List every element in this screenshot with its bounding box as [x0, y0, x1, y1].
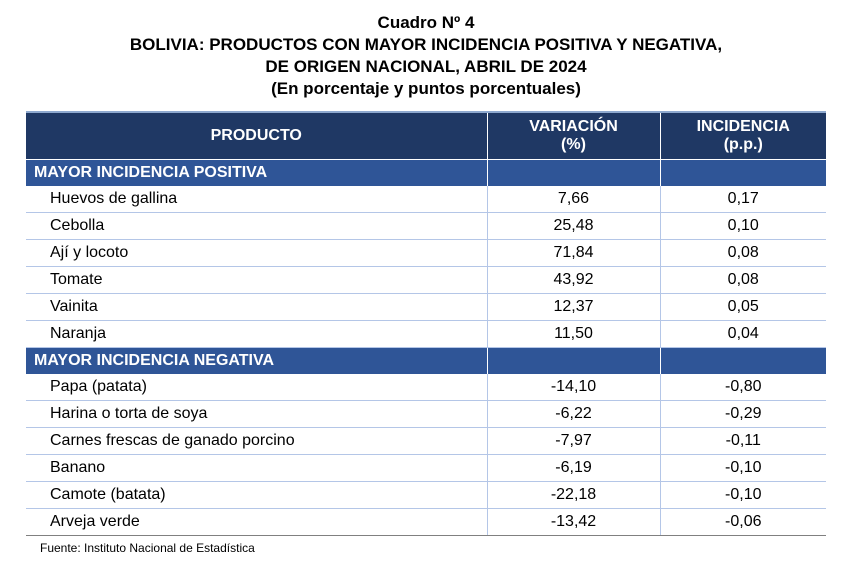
- product-cell: Carnes frescas de ganado porcino: [26, 428, 487, 455]
- product-cell: Banano: [26, 455, 487, 482]
- table-row: [26, 267, 826, 294]
- incidence-cell: -0,29: [660, 401, 826, 428]
- table-row: [26, 294, 826, 321]
- product-cell: Tomate: [26, 267, 487, 294]
- variation-cell: 71,84: [487, 240, 660, 267]
- section-spacer: [487, 160, 660, 187]
- product-cell: Arveja verde: [26, 509, 487, 536]
- table-row: [26, 321, 826, 348]
- table-row: [26, 509, 826, 536]
- column-header-variation-line2: (%): [561, 136, 586, 153]
- table-row: [26, 213, 826, 240]
- table-body: [26, 160, 826, 536]
- table-row: [26, 240, 826, 267]
- incidence-cell: -0,06: [660, 509, 826, 536]
- product-cell: Vainita: [26, 294, 487, 321]
- table-row: [26, 455, 826, 482]
- incidence-cell: 0,17: [660, 186, 826, 213]
- section-label-negative: MAYOR INCIDENCIA NEGATIVA: [26, 348, 487, 375]
- incidence-cell: 0,08: [660, 240, 826, 267]
- variation-cell: -14,10: [487, 374, 660, 401]
- incidence-cell: 0,05: [660, 294, 826, 321]
- section-spacer: [660, 348, 826, 375]
- incidence-cell: 0,08: [660, 267, 826, 294]
- product-cell: Cebolla: [26, 213, 487, 240]
- variation-cell: 11,50: [487, 321, 660, 348]
- product-cell: Ají y locoto: [26, 240, 487, 267]
- incidence-cell: -0,10: [660, 482, 826, 509]
- product-cell: Naranja: [26, 321, 487, 348]
- product-cell: Papa (patata): [26, 374, 487, 401]
- variation-cell: -13,42: [487, 509, 660, 536]
- table-title-line1: BOLIVIA: PRODUCTOS CON MAYOR INCIDENCIA POSITIVA Y NEGATIVA,: [129, 35, 723, 54]
- section-row-negative: [26, 348, 826, 375]
- table-titles: [0, 12, 852, 100]
- table-title-line2: DE ORIGEN NACIONAL, ABRIL DE 2024: [265, 57, 587, 76]
- column-header-variation-line1: VARIACIÓN: [529, 118, 618, 135]
- incidence-table: [26, 111, 826, 536]
- table-number: Cuadro Nº 4: [377, 13, 475, 32]
- variation-cell: 43,92: [487, 267, 660, 294]
- incidence-cell: -0,10: [660, 455, 826, 482]
- product-cell: Huevos de gallina: [26, 186, 487, 213]
- section-spacer: [487, 348, 660, 375]
- column-header-incidence: [660, 112, 826, 160]
- table-header: [26, 112, 826, 160]
- table-row: [26, 186, 826, 213]
- header-row: [26, 112, 826, 160]
- variation-cell: 25,48: [487, 213, 660, 240]
- table-row: [26, 428, 826, 455]
- table-row: [26, 374, 826, 401]
- variation-cell: 7,66: [487, 186, 660, 213]
- column-header-product-label: PRODUCTO: [210, 127, 302, 144]
- incidence-cell: -0,11: [660, 428, 826, 455]
- table-row: [26, 401, 826, 428]
- section-row-positive: [26, 160, 826, 187]
- variation-cell: -6,19: [487, 455, 660, 482]
- variation-cell: -22,18: [487, 482, 660, 509]
- variation-cell: 12,37: [487, 294, 660, 321]
- column-header-variation: [487, 112, 660, 160]
- section-spacer: [660, 160, 826, 187]
- product-cell: Harina o torta de soya: [26, 401, 487, 428]
- source-note: Fuente: Instituto Nacional de Estadística: [40, 541, 255, 555]
- incidence-cell: -0,80: [660, 374, 826, 401]
- variation-cell: -7,97: [487, 428, 660, 455]
- variation-cell: -6,22: [487, 401, 660, 428]
- incidence-cell: 0,04: [660, 321, 826, 348]
- column-header-incidence-line2: (p.p.): [723, 136, 763, 153]
- incidence-cell: 0,10: [660, 213, 826, 240]
- table-subtitle: (En porcentaje y puntos porcentuales): [271, 79, 581, 98]
- product-cell: Camote (batata): [26, 482, 487, 509]
- column-header-incidence-line1: INCIDENCIA: [696, 118, 790, 135]
- column-header-product: [26, 112, 487, 160]
- table-row: [26, 482, 826, 509]
- section-label-positive: MAYOR INCIDENCIA POSITIVA: [26, 160, 487, 187]
